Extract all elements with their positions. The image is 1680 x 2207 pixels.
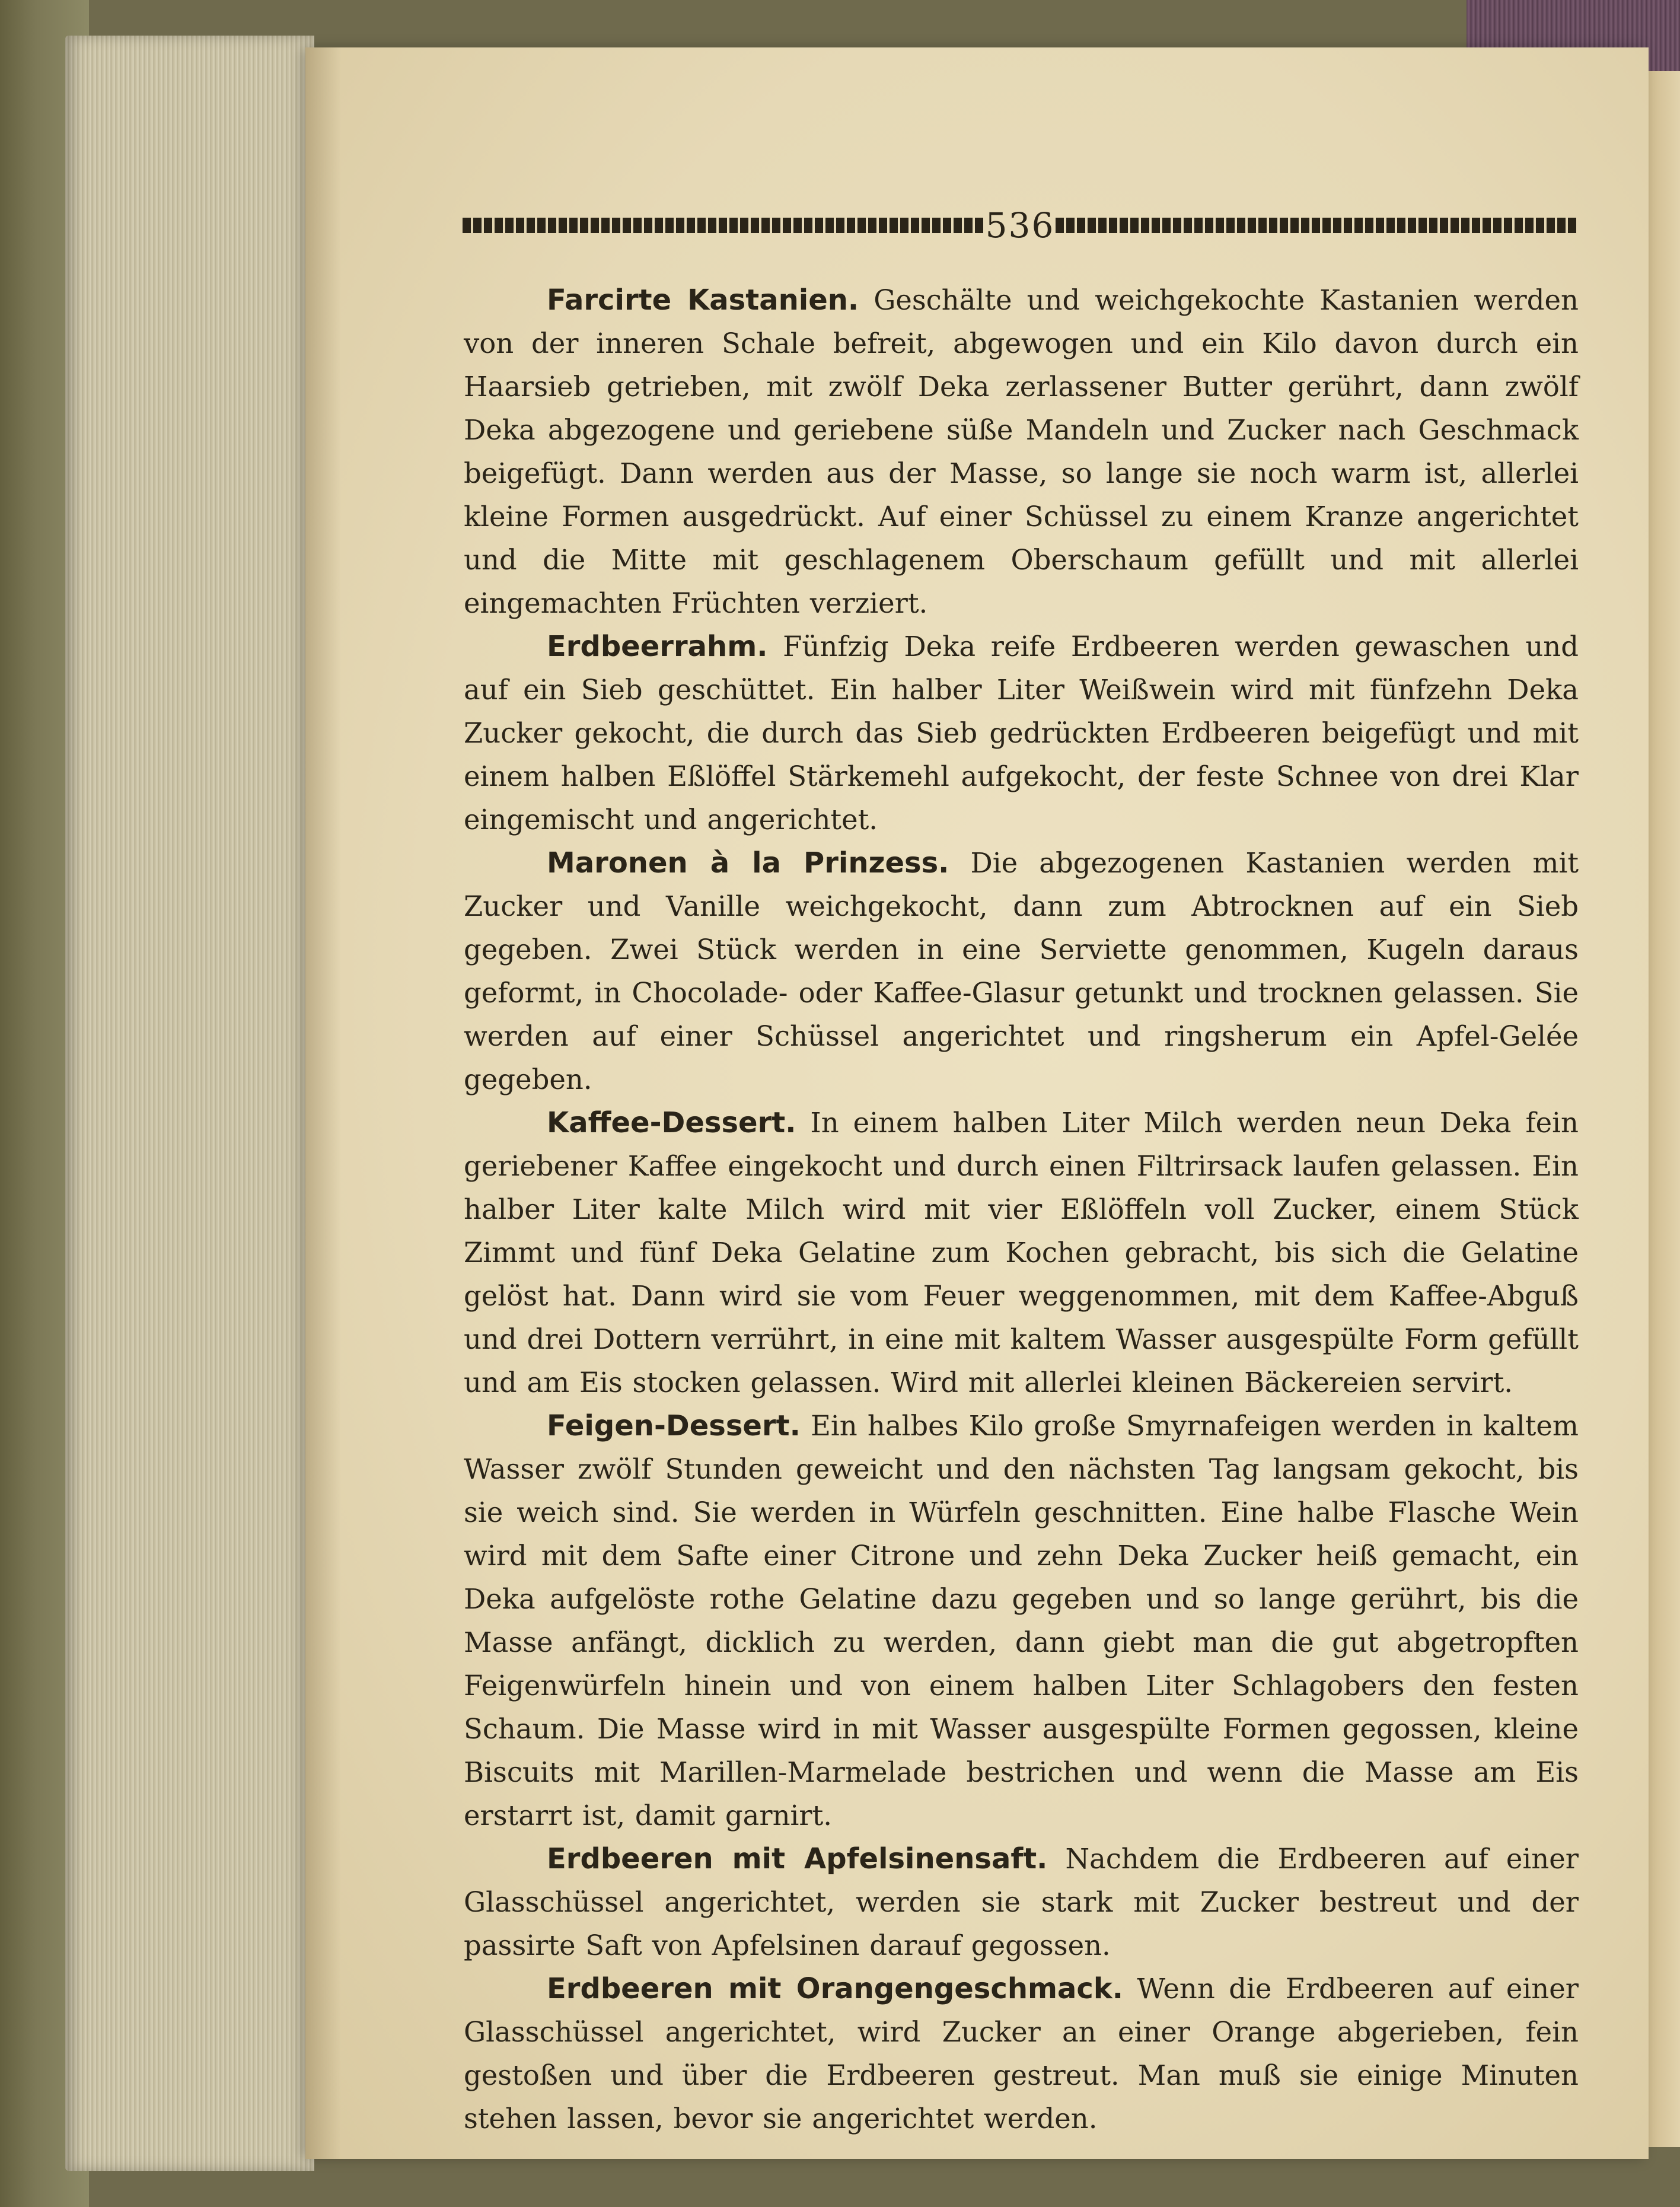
recipe-text: Geschälte und weichgekochte Kastanien werden von der inneren Schale befreit, abgewogen und ein Kilo davon durch ein Haarsieb getrieben, mit zwölf Deka zerlassener Butter gerührt, dann zwölf Deka abgezogene und geriebene süße Mandeln und Zucker nach Geschmack beigefügt. Dann werden aus der Masse, so lange sie noch warm ist, allerlei kleine Formen ausgedrückt. Auf einer Schüssel zu einem Kranze angerichtet und die Mitte mit geschlagenem Oberschaum gefüllt und mit allerlei eingemachten Früchten verziert. xyxy=(464,284,1579,619)
recipe-paragraph xyxy=(464,1405,1579,1837)
recipe-paragraph xyxy=(464,1837,1579,1967)
page-edges xyxy=(65,36,314,2171)
recipe-title: Erdbeerrahm. xyxy=(547,630,768,663)
recipe-text: Ein halbes Kilo große Smyrnafeigen werden in kaltem Wasser zwölf Stunden geweicht und den nächsten Tag langsam gekocht, bis sie weich sind. Sie werden in Würfeln geschnitten. Eine halbe Flasche Wein wird mit dem Safte einer Citrone und zehn Deka Zucker heiß gemacht, ein Deka aufgelöste rothe Gelatine dazu gegeben und so lange gerührt, bis die Masse anfängt, dicklich zu werden, dann giebt man die gut abgetropften Feigenwürfeln hinein und von einem halben Liter Schlagobers den festen Schaum. Die Masse wird in mit Wasser ausgespülte Formen gegossen, kleine Biscuits mit Marillen-Marmelade bestrichen und wenn die Masse am Eis erstarrt ist, damit garnirt. xyxy=(464,1410,1579,1832)
recipe-paragraph xyxy=(464,1101,1579,1405)
recipe-text: Die abgezogenen Kastanien werden mit Zucker und Vanille weichgekocht, dann zum Abtrocknen auf ein Sieb gegeben. Zwei Stück werden in eine Serviette genommen, Kugeln daraus geformt, in Chocolade- oder Kaffee-Glasur getunkt und trocknen gelassen. Sie werden auf einer Schüssel angerichtet und ringsherum ein Apfel-Gelée gegeben. xyxy=(464,847,1579,1095)
recipe-paragraph xyxy=(464,279,1579,625)
page-body xyxy=(464,279,1579,2141)
header-ornament-right xyxy=(1056,218,1577,233)
recipe-title: Erdbeeren mit Apfelsinensaft. xyxy=(547,1842,1048,1875)
next-page-edge xyxy=(1644,71,1680,2147)
page-number: 536 xyxy=(985,205,1055,246)
recipe-paragraph xyxy=(464,842,1579,1101)
recipe-title: Erdbeeren mit Orangengeschmack. xyxy=(547,1972,1124,2005)
recipe-title: Kaffee-Dessert. xyxy=(547,1106,796,1139)
recipe-text: In einem halben Liter Milch werden neun Deka fein geriebener Kaffee eingekocht und durch einen Filtrirsack laufen gelassen. Ein halber Liter kalte Milch wird mit vier Eßlöffeln voll Zucker, einem Stück Zimmt und fünf Deka Gelatine zum Kochen gebracht, bis sich die Gelatine gelöst hat. Dann wird sie vom Feuer weggenommen, mit dem Kaffee-Abguß und drei Dottern verrührt, in eine mit kaltem Wasser ausgespülte Form gefüllt und am Eis stocken gelassen. Wird mit allerlei kleinen Bäckereien servirt. xyxy=(464,1107,1579,1399)
recipe-title: Maronen à la Prinzess. xyxy=(547,846,949,880)
recipe-paragraph xyxy=(464,625,1579,842)
header-ornament-left xyxy=(463,218,984,233)
page-header xyxy=(463,205,1577,246)
recipe-paragraph xyxy=(464,1967,1579,2141)
recipe-text: Nachdem die Erdbeeren auf einer Glasschüssel angerichtet, werden sie stark mit Zucker bestreut und der passirte Saft von Apfelsinen darauf gegossen. xyxy=(464,1843,1579,1961)
recipe-title: Farcirte Kastanien. xyxy=(547,284,859,317)
recipe-title: Feigen-Dessert. xyxy=(547,1409,801,1442)
recipe-text: Fünfzig Deka reife Erdbeeren werden gewaschen und auf ein Sieb geschüttet. Ein halber Liter Weißwein wird mit fünfzehn Deka Zucker gekocht, die durch das Sieb gedrückten Erdbeeren beigefügt und mit einem halben Eßlöffel Stärkemehl aufgekocht, der feste Schnee von drei Klar eingemischt und angerichtet. xyxy=(464,630,1579,836)
recipe-text: Wenn die Erdbeeren auf einer Glasschüssel angerichtet, wird Zucker an einer Orange abgerieben, fein gestoßen und über die Erdbeeren gestreut. Man muß sie einige Minuten stehen lassen, bevor sie angerichtet werden. xyxy=(464,1973,1579,2135)
